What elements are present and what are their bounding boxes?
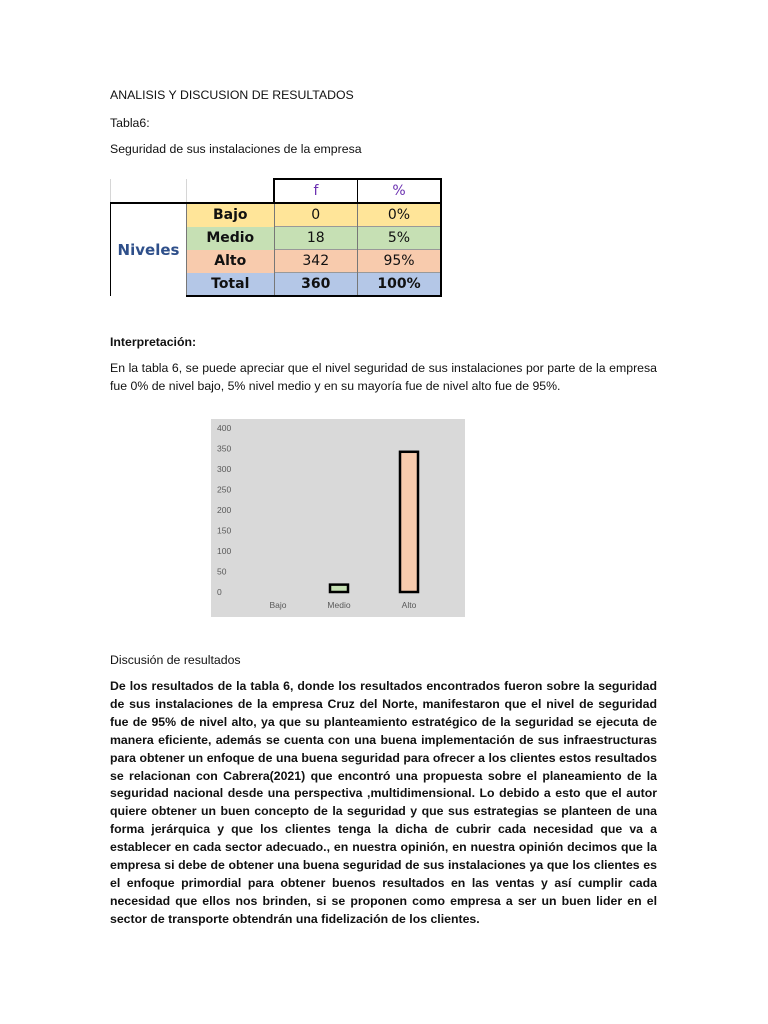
table-header-row bbox=[111, 179, 442, 203]
row-f: 18 bbox=[274, 227, 358, 250]
y-tick-label: 250 bbox=[217, 484, 232, 495]
y-tick-label: 350 bbox=[217, 443, 232, 454]
row-label: Alto bbox=[187, 250, 275, 273]
row-label: Medio bbox=[187, 227, 275, 250]
total-label: Total bbox=[187, 273, 275, 297]
section-heading: ANALISIS Y DISCUSION DE RESULTADOS bbox=[110, 88, 354, 102]
header-f: f bbox=[274, 179, 358, 203]
row-percent: 5% bbox=[358, 227, 442, 250]
total-percent: 100% bbox=[358, 273, 442, 297]
y-tick-label: 400 bbox=[217, 423, 232, 433]
row-label: Bajo bbox=[187, 203, 275, 227]
y-tick-label: 300 bbox=[217, 464, 232, 474]
discussion-title: Discusión de resultados bbox=[110, 653, 241, 667]
y-tick-label: 100 bbox=[217, 546, 232, 556]
header-percent: % bbox=[358, 179, 442, 203]
row-percent: 95% bbox=[358, 250, 442, 273]
row-percent: 0% bbox=[358, 203, 442, 227]
results-table bbox=[110, 178, 442, 297]
x-tick-label: Alto bbox=[401, 600, 417, 610]
y-tick-label: 150 bbox=[217, 525, 232, 536]
table-caption: Seguridad de sus instalaciones de la empresa bbox=[110, 142, 362, 156]
row-f: 342 bbox=[274, 250, 358, 273]
x-tick-label: Medio bbox=[327, 600, 351, 610]
bar-medio bbox=[330, 585, 348, 592]
y-tick-label: 0 bbox=[217, 587, 222, 597]
table-label: Tabla6: bbox=[110, 116, 150, 130]
row-f: 0 bbox=[274, 203, 358, 227]
discussion-text: De los resultados de la tabla 6, donde los resultados encontrados fueron sobre la seguridad de sus instalaciones de la empresa Cruz del Norte, manifestaron que el nivel de seguridad fue de 95% de nivel alto, ya que su planteamiento estratégico de la seguridad se ejecuta de manera eficiente, además se cuenta con una buena implementación de sus infraestructuras para obtener un enfoque de una buena seguridad para ofrecer a los clientes estos resultados se relacionan con Cabrera(2021) que encontró una propuesta sobre el planeamiento de la seguridad nacional desde una perspectiva ,multidimensional. Lo debido a esto que el autor quiere obtener un buen concepto de la seguridad y que sus estrategias se planteen de una forma jerárquica y que los clientes tenga la dicha de cubrir cada necesidad que va a establecer en cada sector adecuado., en nuestra opinión, en nuestra opinión decimos que la empresa si debe de obtener una buena seguridad de sus instalaciones ya que los clientes es el enfoque primordial para obtener buenos resultados en las ventas y así cumplir cada necesidad que ellos nos brinden, si se proponen como empresa a ser un buen lider en el sector de transporte obtendrán una fidelización de los clientes. bbox=[110, 679, 657, 926]
bar-chart bbox=[211, 419, 465, 617]
x-tick-label: Bajo bbox=[269, 600, 287, 610]
y-tick-label: 50 bbox=[217, 566, 227, 577]
interpretation-text: En la tabla 6, se puede apreciar que el nivel seguridad de sus instalaciones por parte de la empresa fue 0% de nivel bajo, 5% nivel medio y en su mayoría fue de nivel alto fue de 95%. bbox=[110, 361, 657, 393]
interpretation-title: Interpretación: bbox=[110, 335, 197, 349]
y-tick-label: 200 bbox=[217, 505, 232, 515]
table-row bbox=[111, 203, 442, 227]
bar-alto bbox=[400, 452, 418, 592]
total-f: 360 bbox=[274, 273, 358, 297]
group-label: Niveles bbox=[111, 203, 187, 296]
bar-chart-svg bbox=[211, 419, 465, 617]
